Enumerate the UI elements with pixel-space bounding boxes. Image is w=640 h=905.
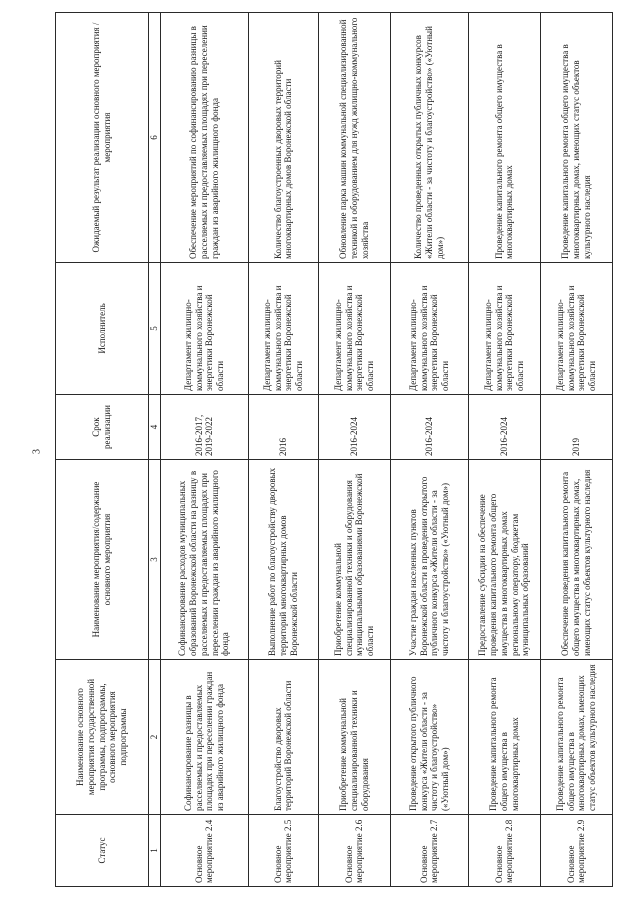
cell-name: Приобретение коммунальной специализированной техники и оборудования — [318, 660, 390, 815]
table-row — [248, 13, 318, 887]
cell-result: Количество проведенных открытых публичных конкурсов «Жители области - за чистоту и благоустройство» («Уютный дом») — [390, 13, 468, 263]
cell-executor: Департамент жилищно-коммунального хозяйства и энергетики Воронежской области — [540, 263, 612, 395]
cell-name: Проведение капитального ремонта общего имущества в многоквартирных домах — [468, 660, 540, 815]
cell-name: Проведение открытого публичного конкурса «Жители области - за чистоту и благоустройство» («Уютный дом») — [390, 660, 468, 815]
cell-name: Благоустройство дворовых территорий Воронежской области — [248, 660, 318, 815]
cell-term: 2016-2017, 2019-2022 — [160, 395, 248, 460]
cell-executor: Департамент жилищно-коммунального хозяйства и энергетики Воронежской области — [468, 263, 540, 395]
cell-status: Основное мероприятие 2.9 — [540, 815, 612, 887]
cell-term: 2019 — [540, 395, 612, 460]
header-activity-content: Наименование мероприятия/содержание основного мероприятия — [56, 460, 149, 660]
cell-status: Основное мероприятие 2.6 — [318, 815, 390, 887]
activities-table — [55, 12, 613, 887]
page-number: 3 — [31, 449, 43, 454]
cell-status: Основное мероприятие 2.8 — [468, 815, 540, 887]
table-row — [318, 13, 390, 887]
cell-executor: Департамент жилищно-коммунального хозяйства и энергетики Воронежской области — [318, 263, 390, 395]
cell-executor: Департамент жилищно-коммунального хозяйства и энергетики Воронежской области — [160, 263, 248, 395]
column-number: 2 — [149, 660, 161, 815]
cell-content: Выполнение работ по благоустройству дворовых территорий многоквартирных домов Воронежской области — [248, 460, 318, 660]
cell-result: Проведение капитального ремонта общего имущества в многоквартирных домах — [468, 13, 540, 263]
cell-name: Проведение капитального ремонта общего имущества в многоквартирных домах, имеющих статус объектов культурного наследия — [540, 660, 612, 815]
cell-status: Основное мероприятие 2.7 — [390, 815, 468, 887]
header-term: Срок реализации — [56, 395, 149, 460]
cell-content: Обеспечение проведения капитального ремонта общего имущества в многоквартирных домах, имеющих статус объектов культурного наследия — [540, 460, 612, 660]
table-row — [160, 13, 248, 887]
column-number: 4 — [149, 395, 161, 460]
table-row — [468, 13, 540, 887]
header-main-activity-name: Наименование основного мероприятия государственной программы, подпрограммы, основного мероприятия подпрограммы — [56, 660, 149, 815]
table-row — [540, 13, 612, 887]
header-executor: Исполнитель — [56, 263, 149, 395]
cell-content: Софинансирование расходов муниципальных образований Воронежской области на разницу в расселяемых и предоставляемых площадях при переселении граждан из аварийного жилищного фонда — [160, 460, 248, 660]
cell-term: 2016 — [248, 395, 318, 460]
column-number: 6 — [149, 13, 161, 263]
cell-content: Предоставление субсидии на обеспечение проведения капитального ремонта общего имущества в многоквартирных домах региональному оператору, бюджетам муниципальных образований — [468, 460, 540, 660]
table-row — [390, 13, 468, 887]
column-number: 3 — [149, 460, 161, 660]
header-expected-result: Ожидаемый результат реализации основного мероприятия /мероприятия — [56, 13, 149, 263]
table-header-row — [56, 13, 149, 887]
header-status: Статус — [56, 815, 149, 887]
cell-name: Софинансирование разницы в расселяемых и предоставляемых площадях при переселении граждан из аварийного жилищного фонда — [160, 660, 248, 815]
cell-term: 2016-2024 — [318, 395, 390, 460]
cell-term: 2016-2024 — [468, 395, 540, 460]
cell-result: Обеспечение мероприятий по софинансированию разницы в расселяемых и предоставляемых площадях при переселении граждан из аварийного жилищного фонда — [160, 13, 248, 263]
column-number: 5 — [149, 263, 161, 395]
column-number-row — [149, 13, 161, 887]
cell-executor: Департамент жилищно-коммунального хозяйства и энергетики Воронежской области — [390, 263, 468, 395]
cell-result: Проведение капитального ремонта общего имущества в многоквартирных домах, имеющих статус объектов культурного наследия — [540, 13, 612, 263]
cell-status: Основное мероприятие 2.5 — [248, 815, 318, 887]
column-number: 1 — [149, 815, 161, 887]
cell-executor: Департамент жилищно-коммунального хозяйства и энергетики Воронежской области — [248, 263, 318, 395]
cell-status: Основное мероприятие 2.4 — [160, 815, 248, 887]
cell-content: Участие граждан населенных пунктов Воронежской области в проведении открытого публичного конкурса «Жители области - за чистоту и благоустройство» («Уютный дом») — [390, 460, 468, 660]
cell-result: Обновление парка машин коммунальной специализированной техникой и оборудованием для нужд жилищно-коммунального хозяйства — [318, 13, 390, 263]
cell-term: 2016-2024 — [390, 395, 468, 460]
cell-result: Количество благоустроенных дворовых территорий многоквартирных домов Воронежской области — [248, 13, 318, 263]
cell-content: Приобретение коммунальной специализированной техники и оборудования муниципальными образованиями Воронежской области — [318, 460, 390, 660]
